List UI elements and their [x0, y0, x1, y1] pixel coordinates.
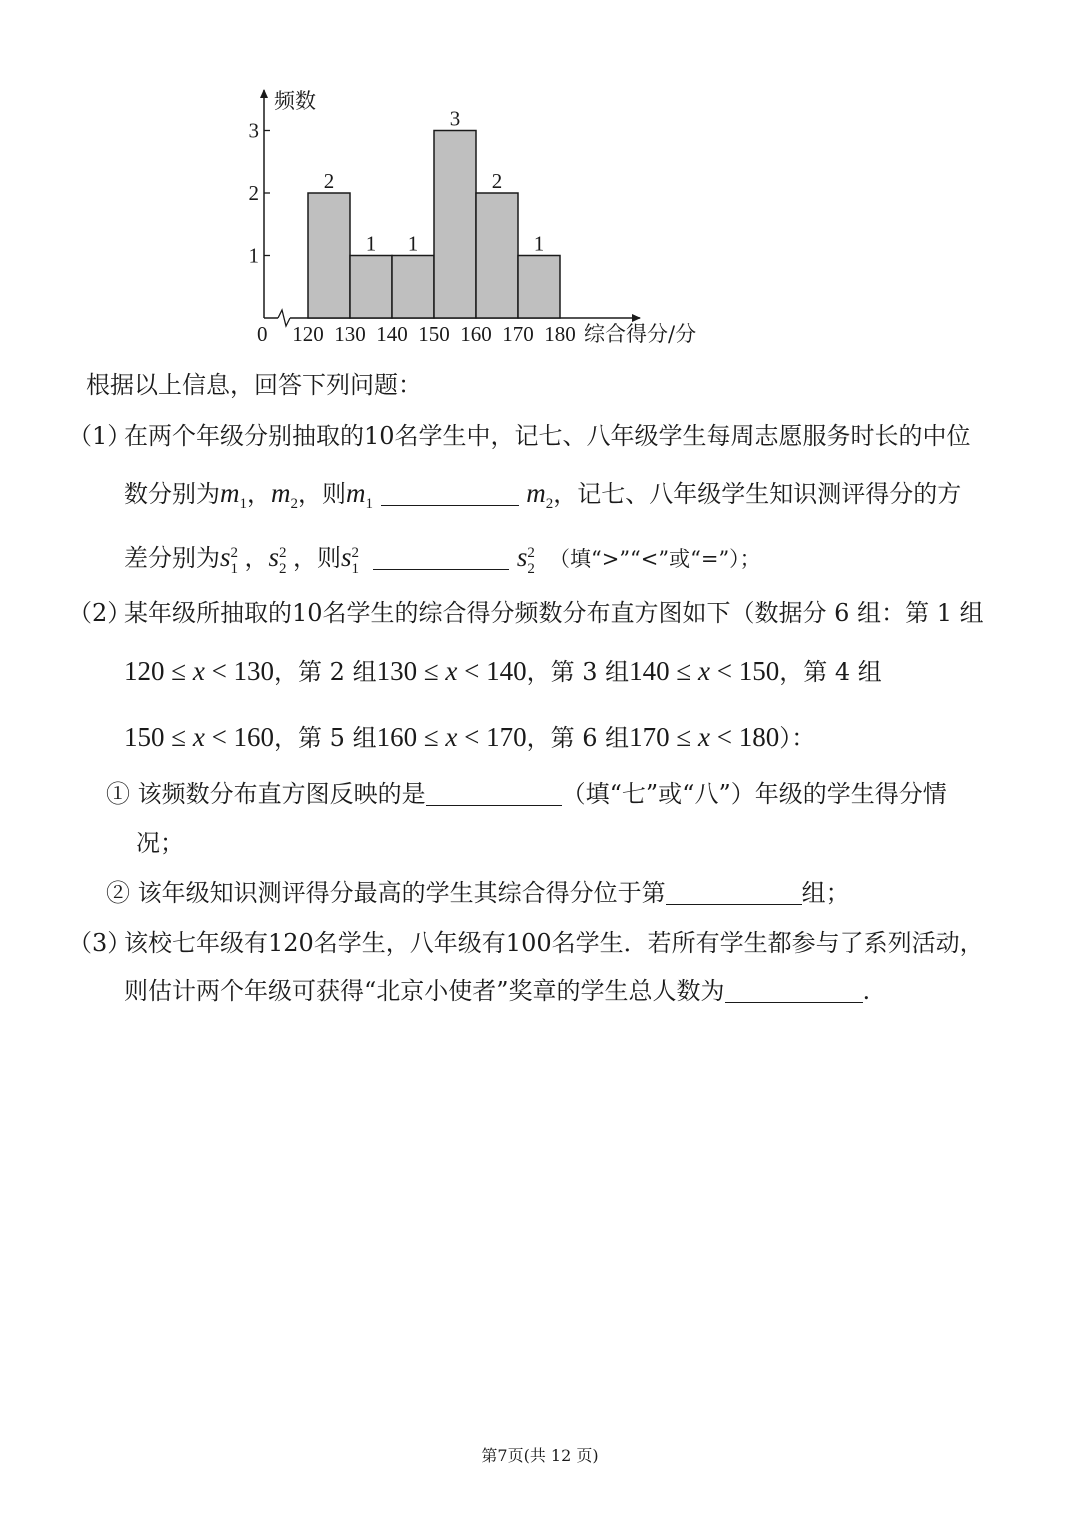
q2-line-1: 某年级所抽取的10名学生的综合得分频数分布直方图如下（数据分 6 组：第 1 组 [124, 599, 984, 627]
q3-line-2 [124, 976, 870, 1006]
y-tick-label-3: 3 [248, 118, 259, 143]
s1-symbol: s [220, 542, 231, 572]
x-tick-label-120: 120 [292, 322, 324, 346]
q2-groups-row-1: 120 ≤ x < 130，第 2 组130 ≤ x < 140，第 3 组140 ≤ x < 150，第 4 组 [124, 656, 882, 686]
q3-line-1: 该校七年级有120名学生，八年级有100名学生．若所有学生都参与了系列活动， [124, 929, 984, 957]
bar-value-label-3: 1 [407, 231, 419, 256]
m2-symbol-2: $m_2$ [526, 478, 554, 512]
q1-line-3: 差分别为s 2 1 ，s 2 2 ，则s 2 1 s 2 2 （填“>”“<”或“=”）； [124, 542, 761, 577]
histogram-bar-2 [350, 256, 392, 319]
q2-sub-2-text: 该年级知识测评得分最高的学生其综合得分位于第 [137, 879, 666, 907]
q1-median-blank[interactable] [381, 481, 519, 506]
histogram-bar-4 [434, 131, 476, 319]
q1-line-2 [124, 478, 961, 519]
s2-symbol: s [268, 542, 280, 572]
q2-group-blank[interactable] [666, 880, 802, 905]
x-tick-label-160: 160 [460, 322, 492, 346]
m1-symbol: $m_1$ [220, 478, 247, 512]
q1-text-var: 差分别为 [124, 544, 220, 572]
bar-value-label-4: 3 [449, 106, 461, 131]
histogram-bar-5 [476, 193, 518, 318]
x-tick-label-170: 170 [502, 322, 534, 346]
m2-symbol: $m_2$ [271, 478, 298, 512]
q2-sub-1-hint: （填“七”或“八”）年级的学生得分情 [561, 780, 947, 808]
x-tick-label-180: 180 [544, 322, 576, 346]
bar-value-label-2: 1 [365, 231, 377, 256]
q2-sub-1 [106, 779, 947, 809]
circled-one: ① [106, 780, 130, 808]
circled-two: ② [106, 879, 130, 907]
x-tick-label-140: 140 [376, 322, 408, 346]
histogram-bar-3 [392, 256, 434, 319]
q3-number: （3） [68, 929, 132, 957]
bar-value-label-6: 1 [533, 231, 545, 256]
bar-value-label-1: 2 [323, 169, 335, 193]
q2-grade-blank[interactable] [426, 781, 562, 806]
q3-line-2-text: 则估计两个年级可获得“北京小使者”奖章的学生总人数为 [124, 977, 725, 1005]
q3-total-blank[interactable] [725, 978, 863, 1003]
y-tick-label-2: 2 [248, 181, 259, 205]
s2-symbol-2: s [516, 542, 528, 572]
q2-sub-2 [106, 878, 850, 908]
q1-line-1: 在两个年级分别抽取的10名学生中，记七、八年级学生每周志愿服务时长的中位 [124, 422, 971, 450]
bar-value-label-5: 2 [491, 169, 503, 193]
q1-variance-blank[interactable] [373, 545, 509, 570]
q1-comma: ， [247, 480, 271, 508]
m1-symbol-2: $m_1$ [346, 478, 373, 512]
origin-label: 0 [257, 322, 268, 346]
y-axis-title: 频数 [274, 89, 316, 113]
y-tick-label-1: 1 [248, 243, 259, 268]
q2-sub-1-continued: 况； [136, 829, 184, 857]
q1-text-then: ，则 [298, 480, 346, 508]
s1-symbol-2: s [341, 542, 352, 572]
intro-text: 根据以上信息，回答下列问题： [86, 371, 422, 399]
histogram-bar-6 [518, 256, 560, 319]
q2-number: （2） [68, 599, 132, 627]
q1-fill-hint: （填“>”“<”或“=”）； [548, 547, 761, 571]
q2-sub-1-text: 该频数分布直方图反映的是 [137, 780, 426, 808]
q3-period: . [862, 977, 871, 1005]
x-axis-title: 综合得分/分 [584, 322, 697, 346]
q1-text-then-2: ，则 [293, 544, 342, 572]
histogram-chart [240, 80, 720, 355]
q2-sub-2-end: 组； [801, 879, 850, 907]
histogram-bar-1 [308, 193, 350, 318]
q2-groups-row-2: 150 ≤ x < 160，第 5 组160 ≤ x < 170，第 6 组170 ≤ x < 180）： [124, 722, 816, 752]
x-tick-label-150: 150 [418, 322, 450, 346]
axis-break-mark [278, 310, 290, 326]
q1-number: （1） [68, 422, 132, 450]
page-footer: 第7页(共 12 页) [481, 1446, 599, 1465]
q1-comma-2: ， [244, 544, 269, 572]
q1-text: 数分别为 [124, 480, 220, 508]
q1-text-variance: ，记七、八年级学生知识测评得分的方 [553, 480, 962, 508]
x-tick-label-130: 130 [334, 322, 366, 346]
